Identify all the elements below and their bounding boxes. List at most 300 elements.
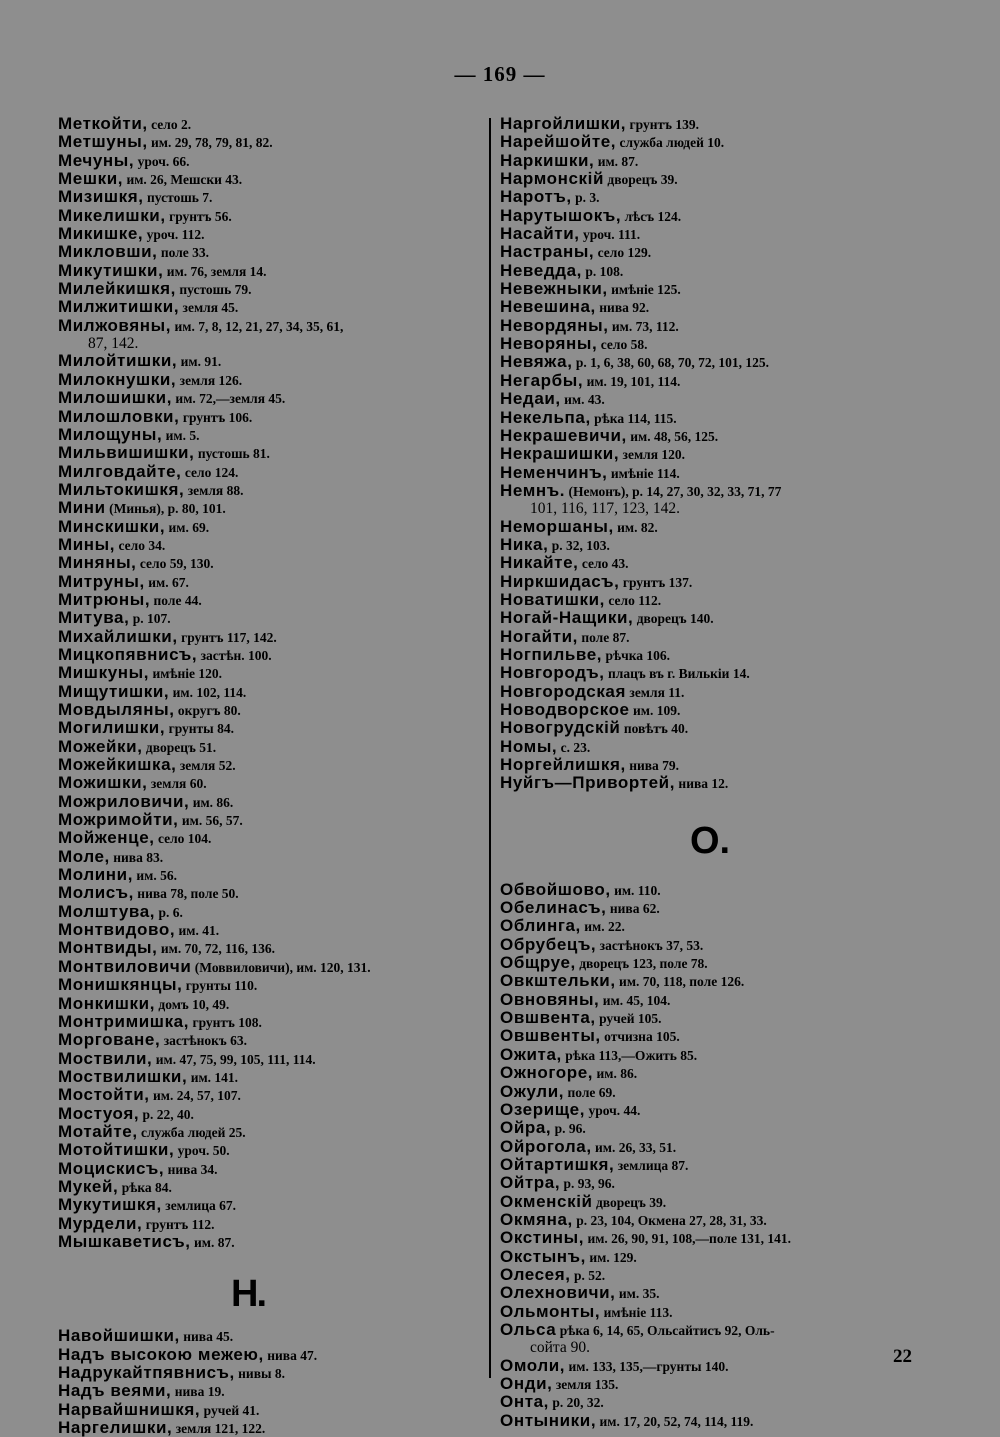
index-entry	[58, 115, 478, 133]
entry-headword: Наргелишки,	[58, 1418, 173, 1437]
index-entry	[58, 1382, 478, 1400]
entry-references: земля 135.	[552, 1377, 619, 1392]
index-entry	[500, 372, 920, 390]
entry-references: им. 73, 112.	[608, 318, 679, 334]
entry-headword: Новгородская	[500, 681, 627, 701]
entry-references: уроч. 66.	[134, 153, 190, 169]
entry-headword: Милощуны,	[58, 424, 163, 444]
entry-references: село 34.	[115, 537, 166, 553]
entry-headword: Некрашевичи,	[500, 425, 627, 445]
index-entry	[500, 1193, 920, 1211]
entry-references: нива 83.	[109, 849, 164, 865]
entry-headword: Наргойлишки,	[500, 114, 627, 133]
index-entry	[500, 353, 920, 371]
index-entry	[58, 958, 478, 976]
entry-headword: Мовдыляны,	[58, 700, 175, 719]
entry-headword: Моцискисъ,	[58, 1158, 165, 1178]
index-entry	[500, 133, 920, 151]
entry-headword: Моле,	[58, 846, 110, 866]
entry-references: рѣка 113,—Ожить 85.	[561, 1047, 698, 1063]
entry-headword: Ойра,	[500, 1118, 552, 1138]
index-entry	[500, 243, 920, 261]
entry-references: им. 72,—земля 45.	[172, 391, 286, 407]
index-entry	[58, 554, 478, 572]
entry-references: землица 87.	[614, 1157, 689, 1173]
entry-references: служба людей 10.	[616, 135, 725, 151]
index-entry	[500, 1284, 920, 1302]
entry-references: поле 44.	[150, 592, 202, 608]
entry-references: уроч. 50.	[174, 1143, 230, 1159]
entry-references: им. 87.	[594, 153, 639, 169]
entry-headword: Овшвента,	[500, 1008, 596, 1028]
entry-headword: Мильвишишки,	[58, 443, 195, 463]
entry-headword: Надъ высокою межею,	[58, 1344, 264, 1364]
index-entry	[500, 917, 920, 935]
entry-references: им. 141.	[187, 1069, 239, 1085]
entry-references: земля 52.	[176, 758, 236, 774]
entry-headword: Нуйгъ—Привортей,	[500, 773, 676, 793]
entry-references: р. 52.	[570, 1267, 606, 1283]
entry-references: (Немонъ), р. 14, 27, 30, 32, 33, 71, 77	[565, 483, 782, 499]
entry-references: поле 33.	[157, 245, 210, 261]
entry-references: земля 88.	[184, 482, 244, 498]
entry-headword: Мостуоя,	[58, 1103, 140, 1123]
index-entry	[58, 1160, 478, 1178]
entry-references: нива 47.	[263, 1347, 318, 1363]
index-entry	[500, 646, 920, 664]
index-entry	[500, 738, 920, 756]
entry-headword: Ногай-Нащики,	[500, 608, 634, 628]
entry-headword: Ожита,	[500, 1044, 562, 1064]
entry-headword: Можриловичи,	[58, 791, 190, 811]
entry-references: село 104.	[154, 831, 212, 847]
entry-references: домъ 10, 49.	[155, 996, 230, 1012]
entry-headword: Окстины,	[500, 1228, 585, 1248]
entry-headword: Омоли,	[500, 1355, 566, 1375]
index-entry	[500, 445, 920, 463]
entry-headword: Минскишки,	[58, 516, 166, 536]
entry-references: (Моввиловичи), им. 120, 131.	[191, 959, 371, 975]
entry-headword: Ожногоре,	[500, 1063, 594, 1083]
index-entry	[58, 1141, 478, 1159]
entry-references: уроч. 44.	[585, 1102, 641, 1118]
entry-references: имѣніе 114.	[607, 465, 680, 481]
entry-headword: Наротъ,	[500, 187, 572, 207]
entry-references: рѣка 114, 115.	[590, 410, 677, 426]
entry-references: нива 62.	[606, 901, 660, 917]
entry-references: служба людей 25.	[137, 1124, 246, 1140]
entry-references: грунтъ 117, 142.	[177, 629, 277, 645]
index-entry	[500, 1046, 920, 1064]
entry-headword: Милжовяны,	[58, 315, 172, 335]
index-entry	[58, 225, 478, 243]
entry-references: им. 7, 8, 12, 21, 27, 34, 35, 61,	[171, 318, 344, 334]
left-column	[58, 115, 478, 1437]
index-entry	[58, 152, 478, 170]
index-entry	[58, 829, 478, 847]
entry-headword: Можишки,	[58, 773, 148, 793]
entry-references: лѣсъ 124.	[621, 208, 682, 224]
entry-headword: Онди,	[500, 1374, 553, 1393]
entry-references: село 2.	[147, 117, 192, 132]
entry-headword: Ольмонты,	[500, 1301, 601, 1321]
entry-headword: Ногпильве,	[500, 644, 603, 664]
index-entry	[58, 317, 478, 335]
entry-references: им. 26, 90, 91, 108,—поле 131, 141.	[584, 1231, 791, 1247]
index-entry	[500, 207, 920, 225]
index-entry	[500, 954, 920, 972]
entry-references: им. 48, 56, 125.	[626, 428, 719, 444]
index-entry	[500, 390, 920, 408]
entry-headword: Новгородъ,	[500, 663, 605, 683]
entry-references: землица 67.	[161, 1198, 237, 1214]
entry-references: земля 126.	[176, 372, 243, 388]
index-entry	[58, 463, 478, 481]
entry-headword: Ольса	[500, 1319, 557, 1339]
index-entry	[58, 848, 478, 866]
index-entry	[500, 298, 920, 316]
entry-references: нива 19.	[171, 1384, 225, 1400]
entry-headword: Мины,	[58, 534, 116, 554]
entry-references: им. 35.	[615, 1286, 660, 1302]
entry-headword: Овновяны,	[500, 989, 600, 1009]
index-entry	[500, 1211, 920, 1229]
entry-headword: Олехновичи,	[500, 1283, 616, 1303]
entry-headword: Микловши,	[58, 242, 158, 262]
entry-references: р. 6.	[155, 904, 183, 920]
index-entry	[58, 774, 478, 792]
entry-headword: Молини,	[58, 865, 134, 885]
index-entry	[58, 609, 478, 627]
entry-references: им. 82.	[613, 519, 658, 535]
entry-headword: Навойшишки,	[58, 1326, 180, 1346]
entry-references: рѣка 84.	[118, 1179, 172, 1195]
entry-references: р. 1, 6, 38, 60, 68, 70, 72, 101, 125.	[572, 355, 770, 371]
index-entry	[500, 609, 920, 627]
entry-references: им. 47, 75, 99, 105, 111, 114.	[152, 1051, 316, 1067]
index-entry	[500, 591, 920, 609]
entry-headword: Монтримишка,	[58, 1011, 190, 1031]
index-entry-continuation: 101, 116, 117, 123, 142.	[530, 500, 680, 518]
index-entry	[500, 518, 920, 536]
entry-references: нива 79.	[625, 758, 680, 774]
index-entry	[500, 1375, 920, 1393]
index-entry	[58, 1215, 478, 1233]
index-entry	[58, 1346, 478, 1364]
index-entry-continuation: сойта 90.	[530, 1339, 591, 1357]
index-entry	[58, 444, 478, 462]
entry-headword: Могилишки,	[58, 718, 166, 738]
right-column	[500, 115, 920, 1430]
index-entry	[500, 936, 920, 954]
entry-references: пустошь 79.	[175, 282, 252, 298]
entry-references: земля 60.	[147, 776, 207, 792]
entry-references: нива 45.	[179, 1329, 234, 1345]
entry-references: нива 78, поле 50.	[133, 886, 239, 902]
index-entry	[58, 646, 478, 664]
entry-references: уроч. 111.	[579, 227, 641, 243]
entry-headword: Метшуны,	[58, 132, 148, 152]
entry-headword: Милошишки,	[58, 388, 173, 408]
index-entry	[58, 352, 478, 370]
entry-headword: Моствили,	[58, 1048, 153, 1068]
index-entry	[500, 1357, 920, 1375]
entry-headword: Насайти,	[500, 224, 580, 244]
entry-headword: Монишкянцы,	[58, 975, 183, 995]
index-entry	[500, 719, 920, 737]
page-number: — 169 —	[454, 62, 546, 86]
entry-headword: Монтвиды,	[58, 938, 158, 958]
entry-references: нивы 8.	[234, 1366, 286, 1381]
entry-references: дворецъ 39.	[592, 1194, 667, 1210]
entry-references: р. 108.	[581, 263, 624, 279]
index-entry	[58, 481, 478, 499]
entry-references: им. 87.	[190, 1234, 235, 1250]
index-entry	[58, 536, 478, 554]
entry-headword: Милошловки,	[58, 406, 180, 426]
index-entry	[500, 262, 920, 280]
entry-headword: Некельпа,	[500, 407, 591, 427]
index-entry	[58, 298, 478, 316]
index-entry	[500, 554, 920, 572]
index-entry	[58, 280, 478, 298]
entry-headword: Обвойшово,	[500, 879, 611, 899]
entry-references: (Минья), р. 80, 101.	[105, 501, 226, 517]
index-entry	[500, 1229, 920, 1247]
entry-headword: Моствилишки,	[58, 1066, 188, 1086]
entry-headword: Общруе,	[500, 953, 576, 973]
entry-references: им. 70, 72, 116, 136.	[157, 941, 275, 957]
index-entry	[58, 903, 478, 921]
entry-references: грунты 84.	[165, 721, 234, 737]
entry-references: им. 133, 135,—грунты 140.	[565, 1358, 729, 1374]
index-entry	[500, 1412, 920, 1430]
index-entry	[58, 262, 478, 280]
index-entry	[500, 1101, 920, 1119]
entry-references: грунтъ 112.	[142, 1216, 215, 1232]
entry-headword: Можримойти,	[58, 810, 179, 830]
entry-references: с. 23.	[557, 739, 591, 755]
index-entry	[58, 756, 478, 774]
entry-headword: Норгейлишкя,	[500, 755, 626, 775]
entry-references: р. 93, 96.	[560, 1176, 615, 1192]
entry-references: им. 26, Мешски 43.	[123, 172, 243, 188]
entry-references: нива 34.	[164, 1161, 218, 1177]
entry-references: им. 69.	[165, 519, 210, 535]
index-entry	[500, 188, 920, 206]
entry-headword: Новогрудскій	[500, 718, 621, 738]
index-entry	[500, 756, 920, 774]
index-entry	[58, 701, 478, 719]
entry-headword: Мини	[58, 498, 106, 518]
entry-references: им. 43.	[560, 392, 605, 408]
entry-headword: Милговдайте,	[58, 461, 182, 481]
entry-references: пустошь 81.	[194, 446, 270, 462]
entry-references: село 112.	[604, 592, 662, 608]
entry-references: им. 70, 118, поле 126.	[615, 974, 745, 990]
entry-references: им. 129.	[586, 1249, 637, 1265]
entry-headword: Номы,	[500, 736, 558, 756]
entry-references: грунтъ 108.	[189, 1014, 262, 1030]
entry-references: ручей 105.	[595, 1011, 662, 1027]
entry-references: им. 5.	[162, 427, 200, 443]
entry-headword: Овкштельки,	[500, 971, 616, 991]
index-entry-continuation: 87, 142.	[88, 335, 139, 353]
index-entry	[500, 170, 920, 188]
entry-references: имѣніе 125.	[607, 282, 681, 298]
entry-headword: Ожули,	[500, 1081, 565, 1101]
entry-headword: Меткойти,	[58, 114, 148, 133]
entry-references: нива 12.	[675, 776, 729, 792]
entry-headword: Окстынъ,	[500, 1246, 586, 1266]
entry-headword: Неменчинъ,	[500, 462, 608, 482]
entry-headword: Мышкаветисъ,	[58, 1231, 191, 1251]
entry-headword: Мотайте,	[58, 1121, 138, 1141]
entry-references: р. 22, 40.	[139, 1106, 194, 1122]
index-entry	[58, 426, 478, 444]
index-entry	[500, 628, 920, 646]
entry-headword: Онтыники,	[500, 1410, 597, 1430]
entry-headword: Окмяна,	[500, 1209, 573, 1229]
entry-references: село 59, 130.	[136, 556, 214, 572]
index-entry	[58, 207, 478, 225]
index-entry	[58, 499, 478, 517]
entry-headword: Мостойти,	[58, 1085, 150, 1105]
entry-references: поле 69.	[564, 1084, 616, 1100]
entry-headword: Невордяны,	[500, 315, 609, 335]
index-entry	[500, 1321, 920, 1339]
index-entry	[58, 518, 478, 536]
index-entry	[58, 866, 478, 884]
entry-references: им. 41.	[175, 923, 220, 939]
index-entry	[58, 1233, 478, 1251]
index-entry	[58, 1105, 478, 1123]
entry-headword: Новатишки,	[500, 589, 605, 609]
entry-references: село 124.	[181, 464, 239, 480]
entry-references: округъ 80.	[174, 703, 241, 718]
entry-references: земля 11.	[626, 684, 685, 700]
entry-headword: Мурдели,	[58, 1213, 143, 1233]
entry-headword: Микишке,	[58, 224, 144, 244]
index-entry	[500, 664, 920, 682]
entry-references: земля 45.	[179, 300, 239, 316]
entry-headword: Невяжа,	[500, 352, 573, 372]
entry-references: им. 56.	[133, 868, 177, 884]
index-entry	[500, 536, 920, 554]
entry-references: им. 91.	[177, 354, 222, 370]
entry-references: плацъ въ г. Вилькіи 14.	[604, 666, 750, 682]
entry-references: им. 109.	[629, 703, 681, 718]
entry-references: им. 76, земля 14.	[163, 263, 267, 279]
column-divider	[489, 118, 491, 1378]
entry-headword: Миняны,	[58, 553, 137, 573]
index-entry	[58, 1123, 478, 1141]
entry-headword: Митруны,	[58, 571, 145, 591]
entry-references: им. 19, 101, 114.	[583, 373, 681, 389]
entry-headword: Невежныки,	[500, 279, 608, 299]
entry-headword: Овшвенты,	[500, 1026, 601, 1046]
entry-references: р. 23, 104, Окмена 27, 28, 31, 33.	[572, 1212, 767, 1228]
entry-references: им. 56, 57.	[178, 813, 243, 829]
entry-references: ручей 41.	[200, 1402, 260, 1418]
entry-references: им. 29, 78, 79, 81, 82.	[147, 135, 273, 151]
entry-references: р. 20, 32.	[549, 1395, 604, 1411]
index-entry	[58, 884, 478, 902]
index-entry	[58, 921, 478, 939]
index-entry	[58, 591, 478, 609]
section-letter-n: Н.	[231, 1273, 265, 1316]
entry-headword: Микелишки,	[58, 205, 166, 225]
entry-headword: Ниркшидасъ,	[500, 571, 620, 591]
entry-headword: Морговане,	[58, 1030, 161, 1050]
entry-headword: Надъ веями,	[58, 1381, 172, 1401]
index-entry	[58, 683, 478, 701]
entry-headword: Онта,	[500, 1392, 549, 1412]
entry-headword: Ника,	[500, 534, 549, 554]
index-entry	[500, 881, 920, 899]
entry-headword: Молисъ,	[58, 883, 134, 903]
entry-references: р. 3.	[571, 190, 600, 206]
index-entry	[58, 976, 478, 994]
entry-references: рѣка 6, 14, 65, Ольсайтисъ 92, Оль-	[556, 1322, 775, 1338]
index-entry	[58, 1013, 478, 1031]
entry-headword: Никайте,	[500, 553, 579, 573]
entry-headword: Неворяны,	[500, 334, 598, 354]
index-entry	[500, 280, 920, 298]
entry-headword: Ойрогола,	[500, 1136, 592, 1156]
entry-references: грунты 110.	[182, 978, 258, 994]
entry-references: застѣн. 100.	[197, 647, 272, 663]
entry-headword: Неморшаны,	[500, 516, 614, 536]
index-entry	[58, 408, 478, 426]
entry-references: грунтъ 56.	[165, 208, 232, 224]
index-entry	[58, 793, 478, 811]
index-entry	[500, 1064, 920, 1082]
entry-headword: Мойженце,	[58, 828, 155, 848]
entry-references: земля 120.	[619, 447, 686, 463]
entry-references: им. 45, 104.	[599, 992, 671, 1008]
index-entry	[58, 1068, 478, 1086]
index-entry	[500, 1009, 920, 1027]
index-entry	[58, 1178, 478, 1196]
entry-references: нива 92.	[595, 300, 650, 316]
index-entry	[500, 1119, 920, 1137]
index-entry	[500, 317, 920, 335]
entry-headword: Михайлишки,	[58, 626, 178, 646]
entry-headword: Мотойтишки,	[58, 1140, 175, 1160]
index-entry	[58, 133, 478, 151]
entry-headword: Милейкишкя,	[58, 279, 176, 299]
entry-headword: Озерище,	[500, 1099, 586, 1119]
entry-headword: Некрашишки,	[500, 444, 620, 464]
entry-headword: Митува,	[58, 608, 130, 628]
index-entry	[58, 1086, 478, 1104]
entry-headword: Мукей,	[58, 1176, 119, 1196]
entry-headword: Милокнушки,	[58, 369, 177, 389]
entry-references: р. 32, 103.	[548, 537, 610, 553]
entry-headword: Настраны,	[500, 242, 595, 262]
entry-references: им. 26, 33, 51.	[591, 1139, 677, 1155]
entry-references: уроч. 112.	[143, 227, 205, 243]
entry-headword: Милжитишки,	[58, 297, 180, 317]
index-entry	[500, 225, 920, 243]
index-entry	[58, 811, 478, 829]
index-entry	[500, 991, 920, 1009]
entry-references: дворецъ 51.	[142, 739, 217, 755]
index-entry	[500, 1393, 920, 1411]
section-letter-o: О.	[689, 819, 731, 862]
entry-headword: Ойтартишкя,	[500, 1154, 615, 1174]
